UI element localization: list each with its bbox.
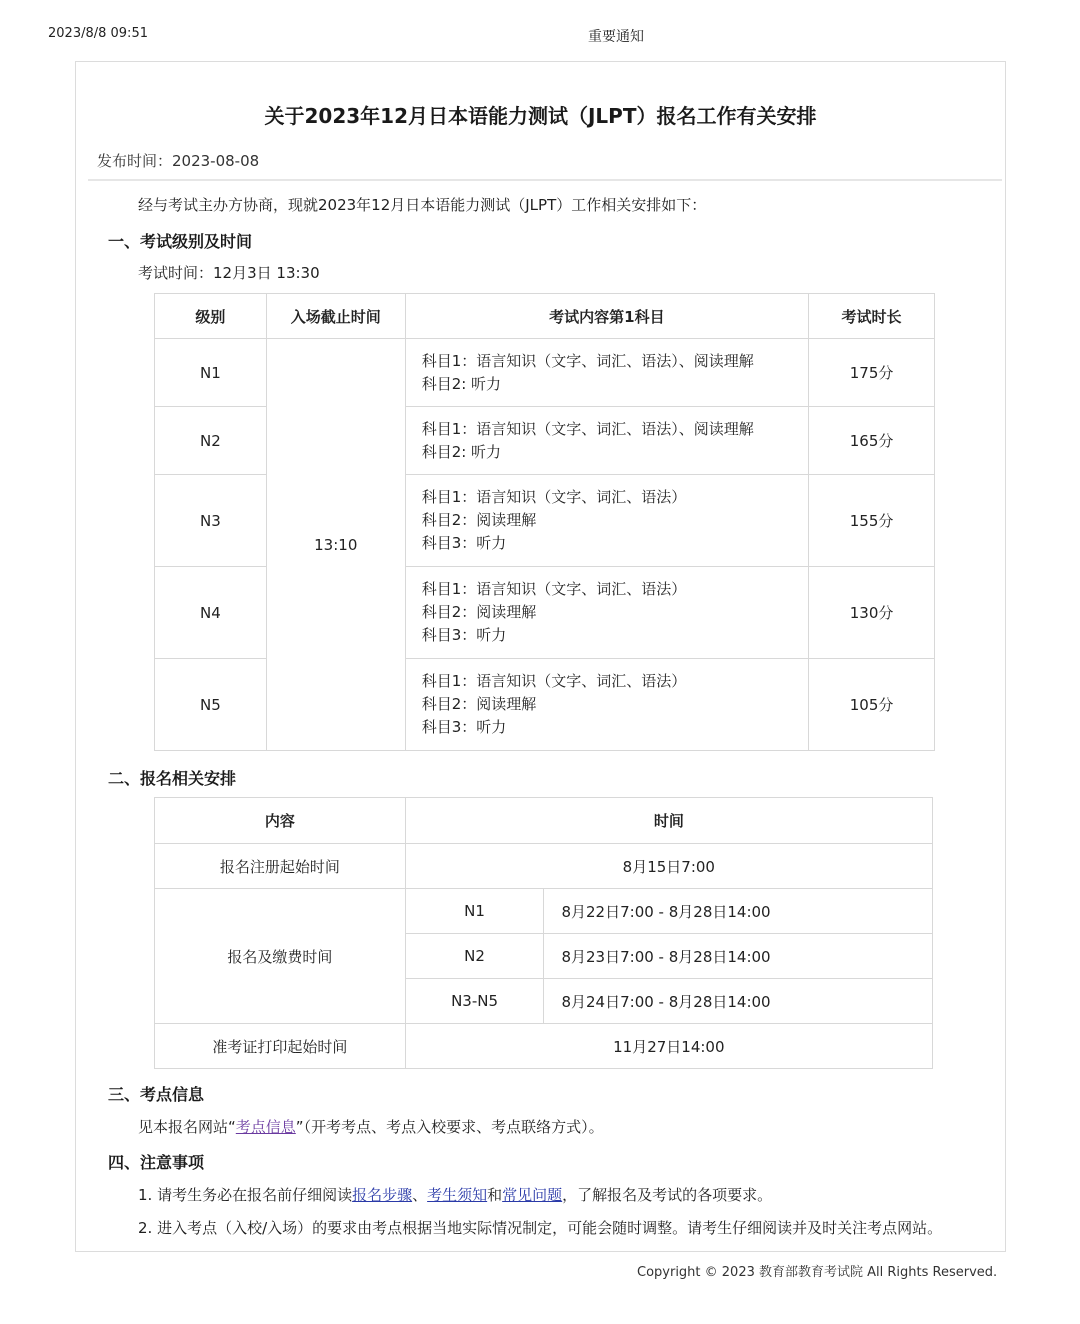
column-header: 内容 — [155, 798, 406, 844]
section-heading-venues: 三、考点信息 — [108, 1085, 205, 1104]
content-cell — [405, 475, 808, 567]
level-cell: N3 — [155, 475, 267, 567]
section-heading-registration: 二、报名相关安排 — [108, 769, 237, 788]
content-cell — [405, 567, 808, 659]
exam-schedule-table — [154, 293, 935, 751]
content-line: 科目3：听力 — [421, 534, 507, 552]
duration-cell: 165分 — [809, 407, 935, 475]
registration-table — [154, 797, 933, 1069]
note-text: 1. 请考生务必在报名前仔细阅读 — [138, 1186, 353, 1204]
print-header-title: 重要通知 — [588, 29, 644, 45]
level-cell: N4 — [155, 567, 267, 659]
pay-label: 报名及缴费时间 — [155, 889, 406, 1024]
table-row — [155, 844, 933, 889]
table-row — [155, 339, 935, 407]
level-cell: N5 — [155, 659, 267, 751]
duration-cell: 155分 — [809, 475, 935, 567]
venue-info-link[interactable]: 考点信息 — [235, 1118, 296, 1136]
admit-time: 11月27日14:00 — [405, 1024, 932, 1069]
duration-cell: 105分 — [809, 659, 935, 751]
content-line: 科目3：听力 — [421, 626, 507, 644]
content-line: 科目1：语言知识（文字、词汇、语法） — [421, 488, 687, 506]
content-cell — [405, 659, 808, 751]
duration-cell: 130分 — [809, 567, 935, 659]
duration-cell: 175分 — [809, 339, 935, 407]
column-header: 入场截止时间 — [266, 294, 405, 339]
content-cell — [405, 407, 808, 475]
faq-link[interactable]: 常见问题 — [502, 1186, 563, 1204]
content-line: 科目2: 听力 — [421, 442, 502, 461]
content-cell — [405, 339, 808, 407]
content-line: 科目2：阅读理解 — [421, 695, 537, 713]
column-header: 考试内容第1科目 — [405, 294, 808, 339]
pay-time: 8月22日7:00 - 8月28日14:00 — [544, 889, 933, 934]
content-line: 科目1：语言知识（文字、词汇、语法）、阅读理解 — [421, 419, 754, 438]
pay-level: N1 — [405, 889, 544, 934]
note-text: ，了解报名及考试的各项要求。 — [562, 1186, 773, 1204]
table-header-row — [155, 798, 933, 844]
content-line: 科目1：语言知识（文字、词汇、语法） — [421, 580, 687, 598]
note-item-1 — [138, 1184, 772, 1205]
pay-level: N2 — [405, 934, 544, 979]
note-item-2: 2. 进入考点（入校/入场）的要求由考点根据当地实际情况制定，可能会随时调整。请考生仔细阅读并及时关注考点网站。 — [138, 1219, 943, 1237]
column-header: 考试时长 — [809, 294, 935, 339]
table-row — [155, 889, 933, 934]
entry-deadline-cell: 13:10 — [266, 339, 405, 751]
pay-level: N3-N5 — [405, 979, 544, 1024]
venue-text: ”（开考考点、考点入校要求、考点联络方式）。 — [295, 1118, 604, 1136]
intro-paragraph: 经与考试主办方协商，现就2023年12月日本语能力测试（JLPT）工作相关安排如下： — [138, 196, 707, 214]
table-row — [155, 1024, 933, 1069]
exam-time: 考试时间：12月3日 13:30 — [138, 264, 320, 282]
registration-steps-link[interactable]: 报名步骤 — [352, 1186, 413, 1204]
copyright: Copyright © 2023 教育部教育考试院 All Rights Reserved. — [637, 1265, 998, 1280]
page-title: 关于2023年12月日本语能力测试（JLPT）报名工作有关安排 — [264, 104, 817, 128]
publish-date: 发布时间：2023-08-08 — [97, 152, 260, 170]
column-header: 级别 — [155, 294, 267, 339]
content-line: 科目1：语言知识（文字、词汇、语法） — [421, 672, 687, 690]
table-header-row — [155, 294, 935, 339]
notice-page — [75, 61, 1006, 1252]
pay-time: 8月24日7:00 - 8月28日14:00 — [544, 979, 933, 1024]
venue-paragraph — [138, 1116, 604, 1137]
content-line: 科目3：听力 — [421, 718, 507, 736]
candidate-notice-link[interactable]: 考生须知 — [427, 1186, 488, 1204]
print-date: 2023/8/8 09:51 — [48, 26, 148, 41]
note-text: 和 — [487, 1186, 503, 1204]
pay-time: 8月23日7:00 - 8月28日14:00 — [544, 934, 933, 979]
register-label: 报名注册起始时间 — [155, 844, 406, 889]
content-line: 科目2: 听力 — [421, 374, 502, 393]
divider — [88, 179, 1002, 181]
column-header: 时间 — [405, 798, 932, 844]
content-line: 科目2：阅读理解 — [421, 603, 537, 621]
level-cell: N2 — [155, 407, 267, 475]
note-text: 、 — [412, 1186, 428, 1204]
section-heading-levels: 一、考试级别及时间 — [108, 232, 253, 251]
content-line: 科目2：阅读理解 — [421, 511, 537, 529]
section-heading-notes: 四、注意事项 — [108, 1153, 205, 1172]
venue-text: 见本报名网站“ — [138, 1118, 236, 1136]
register-time: 8月15日7:00 — [405, 844, 932, 889]
level-cell: N1 — [155, 339, 267, 407]
content-line: 科目1：语言知识（文字、词汇、语法）、阅读理解 — [421, 351, 754, 370]
admit-label: 准考证打印起始时间 — [155, 1024, 406, 1069]
